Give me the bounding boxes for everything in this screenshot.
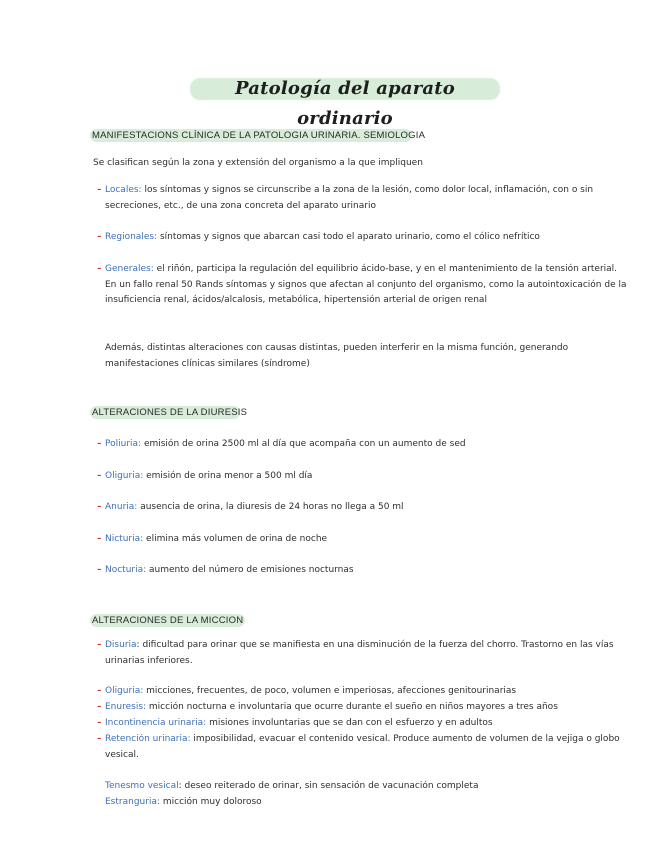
list-item-disuria bbox=[97, 638, 625, 669]
term-label: Estranguria: bbox=[105, 797, 160, 807]
item-text: el riñón, participa la regulación del equilibrio ácido-base, y en el mantenimiento de la tensión arterial. En un fallo renal 50 Rands síntomas y signos que afectan al conjunto del organismo, como la autointoxicación de la insuficiencia renal, ácidos/alcalosis, metabólica, hipertensión arterial de origen renal bbox=[105, 264, 627, 305]
list-item-poliuria bbox=[97, 437, 625, 453]
item-text: : dificultad para orinar que se manifiesta en una disminución de la fuerza del chorro. Trastorno en las vías urinarias inferiores. bbox=[105, 640, 614, 666]
item-text: imposibilidad, evacuar el contenido vesical. Produce aumento de volumen de la vejiga o globo vesical. bbox=[105, 734, 620, 760]
list-item-locales bbox=[97, 183, 627, 214]
list-item-enuresis bbox=[97, 700, 625, 716]
section-title: ALTERACIONES DE LA MICCION bbox=[92, 615, 244, 626]
item-text: ausencia de orina, la diuresis de 24 horas no llega a 50 ml bbox=[137, 502, 404, 512]
dash-bullet: – bbox=[97, 185, 102, 195]
term-label: Oliguria: bbox=[105, 471, 144, 481]
item-text: misiones involuntarias que se dan con el esfuerzo y en adultos bbox=[206, 718, 493, 728]
dash-bullet: – bbox=[97, 734, 102, 744]
term-label: Anuria: bbox=[105, 502, 138, 512]
list-item-regionales bbox=[97, 230, 627, 246]
list-item-oliguria bbox=[97, 469, 625, 485]
item-text: micciones, frecuentes, de poco, volumen e imperiosas, afecciones genitourinarias bbox=[143, 686, 517, 696]
item-text: : deseo reiterado de orinar, sin sensación de vacunación completa bbox=[178, 781, 479, 791]
dash-bullet: – bbox=[97, 439, 102, 449]
list-item-oliguria-miccion bbox=[97, 684, 625, 700]
list-item-incontinencia bbox=[97, 716, 625, 732]
title-block bbox=[190, 74, 500, 129]
section-title: ALTERACIONES DE LA DIURESIS bbox=[92, 407, 248, 418]
term-label: Poliuria: bbox=[105, 439, 142, 449]
term-label: Incontinencia urinaria: bbox=[105, 718, 207, 728]
list-item-anuria bbox=[97, 500, 625, 516]
term-label: Generales: bbox=[105, 264, 154, 274]
intro-text: Se clasifican según la zona y extensión del organismo a la que impliquen bbox=[93, 158, 423, 168]
item-text: aumento del número de emisiones nocturnas bbox=[146, 565, 354, 575]
section-title: MANIFESTACIONS CLÍNICA DE LA PATOLOGIA URINARIA. SEMIOLOGIA bbox=[92, 130, 426, 141]
dash-bullet: – bbox=[97, 702, 102, 712]
list-item-nocturia bbox=[97, 563, 625, 579]
dash-bullet: – bbox=[97, 718, 102, 728]
term-label: Oliguria: bbox=[105, 686, 144, 696]
section-heading-miccion bbox=[90, 612, 243, 629]
dash-bullet: – bbox=[97, 264, 102, 274]
item-text: micción nocturna e involuntaria que ocurre durante el sueño en niños mayores a tres años bbox=[146, 702, 558, 712]
list-item-nicturia bbox=[97, 532, 625, 548]
list-item-retencion bbox=[97, 732, 625, 763]
item-text: elimina más volumen de orina de noche bbox=[143, 534, 328, 544]
term-label: Enuresis: bbox=[105, 702, 147, 712]
item-text: los síntomas y signos se circunscribe a la zona de la lesión, como dolor local, inflamación, con o sin secreciones, etc., de una zona concreta del aparato urinario bbox=[105, 185, 594, 211]
term-label: Regionales: bbox=[105, 232, 158, 242]
note-text: Además, distintas alteraciones con causas distintas, pueden interferir en la misma función, generando manifestaciones clínicas similares (síndrome) bbox=[105, 343, 569, 369]
list-item-generales bbox=[97, 262, 627, 309]
item-text: síntomas y signos que abarcan casi todo el aparato urinario, como el cólico nefrítico bbox=[157, 232, 540, 242]
section-heading-manifestaciones bbox=[90, 127, 425, 144]
item-text: emisión de orina menor a 500 ml día bbox=[143, 471, 313, 481]
list-item-estranguria bbox=[105, 795, 625, 811]
term-label: Locales: bbox=[105, 185, 142, 195]
dash-bullet: – bbox=[97, 686, 102, 696]
page-title: Patología del aparato ordinario bbox=[235, 78, 455, 129]
term-label: Disuria bbox=[105, 640, 137, 650]
dash-bullet: – bbox=[97, 471, 102, 481]
dash-bullet: – bbox=[97, 502, 102, 512]
item-text: micción muy doloroso bbox=[160, 797, 262, 807]
list-item-tenesmo bbox=[105, 779, 625, 795]
term-label: Nocturia: bbox=[105, 565, 147, 575]
dash-bullet: – bbox=[97, 565, 102, 575]
term-label: Retención urinaria: bbox=[105, 734, 191, 744]
section-heading-diuresis bbox=[90, 404, 247, 421]
dash-bullet: – bbox=[97, 232, 102, 242]
term-label: Nicturia: bbox=[105, 534, 144, 544]
item-text: emisión de orina 2500 ml al día que acompaña con un aumento de sed bbox=[141, 439, 466, 449]
dash-bullet: – bbox=[97, 640, 102, 650]
term-label: Tenesmo vesical bbox=[105, 781, 179, 791]
dash-bullet: – bbox=[97, 534, 102, 544]
